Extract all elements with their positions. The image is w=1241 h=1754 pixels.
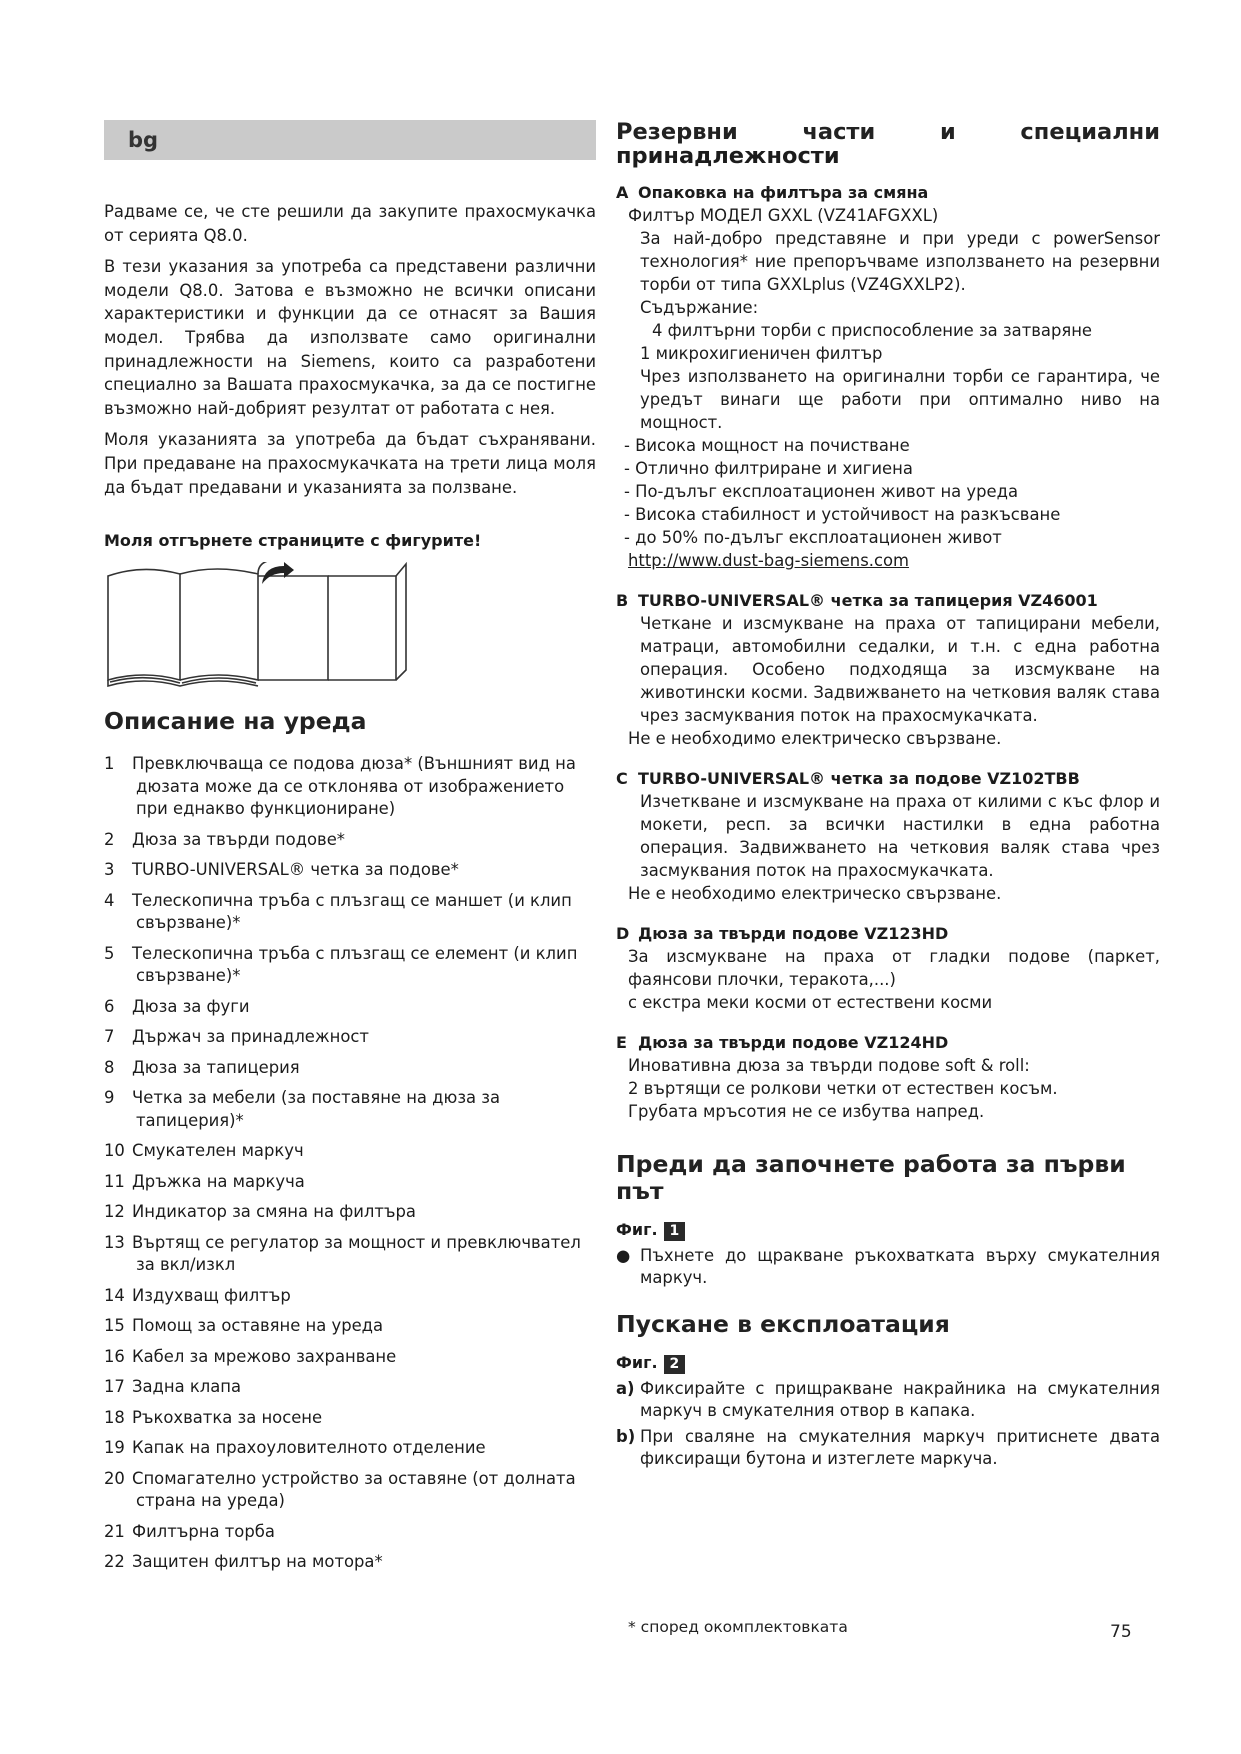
- accessories-title: Резервни части и специални: [616, 119, 1160, 145]
- section-b-note: Не е необходимо електрическо свързване.: [628, 729, 1002, 748]
- section-e-line3: Грубата мръсотия не се избутва напред.: [628, 1102, 985, 1121]
- description-title: Описание на уреда: [104, 707, 367, 736]
- parts-list: [104, 753, 596, 1574]
- list-item: 14 Издухващ филтър: [104, 1285, 291, 1305]
- intro-paragraph-3: Моля указанията за употреба да бъдат съхранявани. При предаване на прахосмукачката на трети лица моля да бъдат предавани и указанията за ползване.: [104, 430, 596, 497]
- language-bar: bg: [104, 120, 596, 160]
- list-item: 6 Дюза за фуги: [104, 996, 250, 1016]
- section-a-model: Филтър МОДЕЛ GXXL (VZ41AFGXXL): [628, 206, 939, 225]
- figure-1-step: ● Пъхнете до щракване ръкохватката върху смукателния маркуч.: [616, 1246, 1160, 1287]
- open-book-icon: [104, 562, 414, 692]
- section-a-guarantee: Чрез използването на оригинални торби се гарантира, че уредът винаги ще работи при оптимално ниво на мощност.: [640, 367, 1160, 432]
- figure-2-badge: 2: [664, 1355, 686, 1374]
- section-c-note: Не е необходимо електрическо свързване.: [628, 884, 1002, 903]
- list-item: 16 Кабел за мрежово захранване: [104, 1346, 397, 1366]
- page-number: 75: [1110, 1622, 1132, 1642]
- figure-1-badge: 1: [664, 1222, 686, 1241]
- intro-text: [104, 200, 596, 499]
- dust-bag-link[interactable]: http://www.dust-bag-siemens.com: [628, 551, 909, 570]
- list-item: 5 Телескопична тръба с плъзгащ се елемент (и клип свързване)*: [104, 943, 578, 986]
- section-a-contents-label: Съдържание:: [640, 298, 759, 317]
- footnote: * според окомплектовката: [628, 1618, 848, 1636]
- list-item: 12 Индикатор за смяна на филтъра: [104, 1202, 416, 1222]
- section-a-contents-2: 1 микрохигиеничен филтър: [640, 344, 883, 363]
- list-item: 8 Дюза за тапицерия: [104, 1057, 300, 1077]
- list-item: 1 Превключваща се подова дюза* (Външният вид на дюзата може да се отклонява от изображението при еднакво функциониране): [104, 754, 576, 819]
- list-item: 4 Телескопична тръба с плъзгащ се маншет (и клип свързване)*: [104, 890, 572, 933]
- list-item: - до 50% по-дълъг експлоатационен живот: [624, 528, 1002, 547]
- section-c: [616, 768, 1160, 905]
- section-d-title: D Дюза за твърди подове VZ123HD: [616, 924, 949, 943]
- intro-paragraph-2: В тези указания за употреба са представени различни модели Q8.0. Затова е възможно не всички описани характеристики и функции да се отнасят за Вашия модел. Трябва да използвате само оригинални принадлежности на Siemens, които са разработени специално за Вашата прахосмукачка, за да се постигне възможно най-добрият резултат от работата с нея.: [104, 257, 596, 418]
- list-item: - Отлично филтриране и хигиена: [624, 459, 913, 478]
- section-a-title: A Опаковка на филтъра за смяна: [616, 183, 929, 202]
- list-item: - По-дълъг експлоатационен живот на уреда: [624, 482, 1018, 501]
- section-a-recommend: За най-добро представяне и при уреди с powerSensor технология* ние препоръчваме използването на резервни торби от типа GXXLplus (VZ4GXXLP2).: [640, 229, 1160, 294]
- left-column: [104, 120, 596, 1582]
- section-d-line1: За изсмукване на праха от гладки подове (паркет, фаянсови плочки, теракота,...): [628, 947, 1160, 989]
- figure-1-label: Фиг. 1: [616, 1219, 1160, 1241]
- section-b-title: B TURBO-UNIVERSAL® четка за тапицерия VZ46001: [616, 591, 1098, 610]
- list-item: 11 Дръжка на маркуча: [104, 1171, 305, 1191]
- section-d: [616, 923, 1160, 1014]
- fold-pages-note: Моля отгърнете страниците с фигурите!: [104, 531, 482, 551]
- intro-paragraph-1: Радваме се, че сте решили да закупите прахосмукачка от серията Q8.0.: [104, 202, 596, 245]
- list-item: 22 Защитен филтър на мотора*: [104, 1552, 383, 1572]
- section-a-contents-1: 4 филтърни торби с приспособление за затваряне: [652, 321, 1093, 340]
- list-item: - Висока стабилност и устойчивост на разкъсване: [624, 505, 1061, 524]
- start-operation-title: Пускане в експлоатация: [616, 1310, 950, 1338]
- section-c-text: Изчеткване и изсмукване на праха от килими с къс флор и мокети, респ. за всички настилки в една работна операция. Задвижването на четковия валяк става чрез засмуквания поток на прахосмукачката.: [640, 792, 1160, 880]
- list-item: 13 Въртящ се регулатор за мощност и превключвател за вкл/изкл: [104, 1232, 581, 1275]
- section-e-line2: 2 въртящи се ролкови четки от естествен косъм.: [628, 1079, 1058, 1098]
- figure-2-label: Фиг. 2: [616, 1352, 1160, 1374]
- list-item: 18 Ръкохватка за носене: [104, 1407, 323, 1427]
- right-column: [616, 120, 1160, 1474]
- list-item: - Висока мощност на почистване: [624, 436, 910, 455]
- section-e-title: E Дюза за твърди подове VZ124HD: [616, 1033, 949, 1052]
- list-item: 7 Държач за принадлежност: [104, 1027, 369, 1047]
- list-item: 15 Помощ за оставяне на уреда: [104, 1316, 384, 1336]
- list-item: 19 Капак на прахоуловителното отделение: [104, 1438, 486, 1458]
- before-first-use-title: Преди да започнете работа за първи път: [616, 1150, 1126, 1205]
- list-item: 3 TURBO-UNIVERSAL® четка за подове*: [104, 860, 459, 880]
- section-e-line1: Иновативна дюза за твърди подове soft & roll:: [628, 1056, 1030, 1075]
- list-item: 20 Спомагателно устройство за оставяне (от долната страна на уреда): [104, 1468, 576, 1511]
- list-item: 9 Четка за мебели (за поставяне на дюза за тапицерия)*: [104, 1088, 501, 1130]
- list-item: 21 Филтърна торба: [104, 1521, 275, 1541]
- section-b: [616, 590, 1160, 750]
- step-b: b) При сваляне на смукателния маркуч притиснете двата фиксиращи бутона и изтеглете маркуча.: [616, 1427, 1160, 1468]
- accessories-title-line2: принадлежности: [616, 143, 840, 169]
- section-d-line2: с екстра меки косми от естествени косми: [628, 993, 993, 1012]
- list-item: 17 Задна клапа: [104, 1377, 242, 1397]
- list-item: 10 Смукателен маркуч: [104, 1141, 304, 1161]
- list-item: 2 Дюза за твърди подове*: [104, 829, 345, 849]
- section-c-title: C TURBO-UNIVERSAL® четка за подове VZ102TBB: [616, 769, 1080, 788]
- step-a: a) Фиксирайте с прищракване накрайника на смукателния маркуч в смукателния отвор в капака.: [616, 1379, 1160, 1420]
- section-e: [616, 1032, 1160, 1123]
- section-b-text: Четкане и изсмукване на праха от тапицирани мебели, матраци, автомобилни седалки, и т.н. с една работна операция. Особено подходяща за изсмукване на животински косми. Задвижването на четковия валяк става чрез засмуквания поток на прахосмукачката.: [640, 614, 1160, 725]
- section-a-benefits: [616, 434, 1160, 549]
- bullet-icon: ●: [616, 1246, 631, 1265]
- section-a: [616, 182, 1160, 572]
